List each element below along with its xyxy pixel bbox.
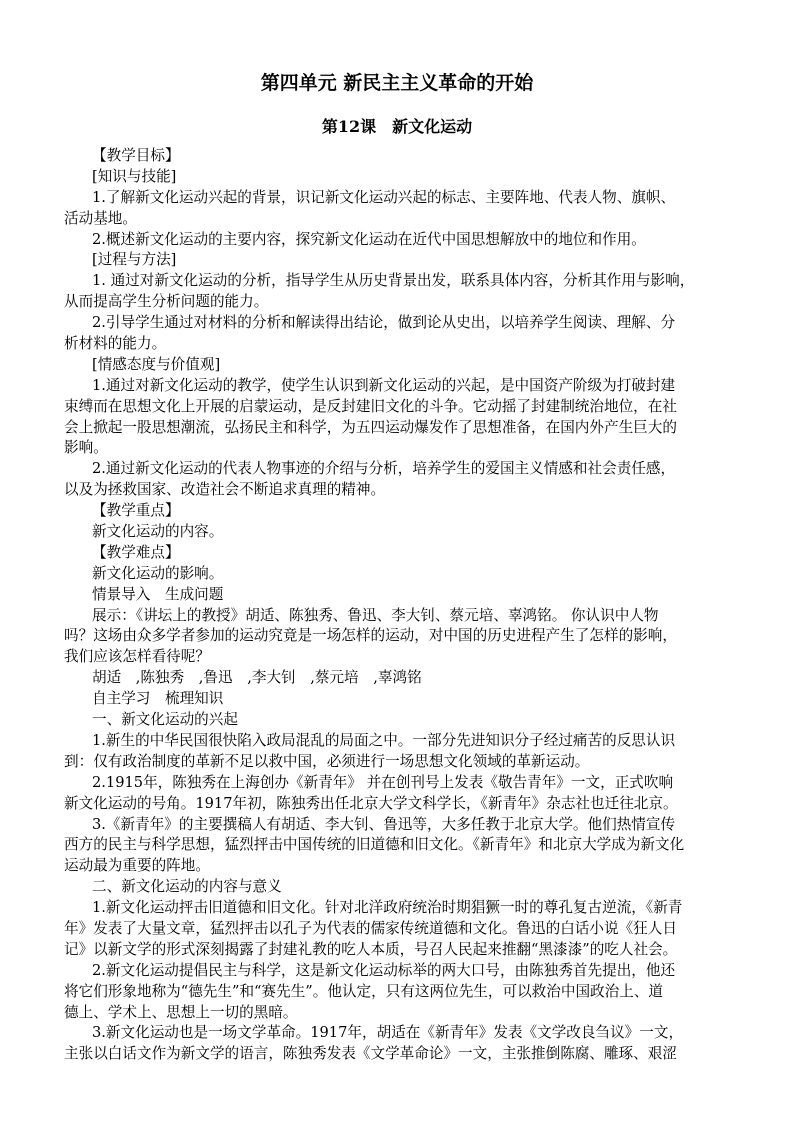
text-line: 析材料的能力。 bbox=[64, 335, 167, 353]
text-line: 2.引导学生通过对材料的分析和解读得出结论，做到论从史出，以培养学生阅读、理解、分 bbox=[92, 314, 676, 332]
text-line: 新文化运动的号角。1917年初，陈独秀出任北京大学文科学长，《新青年》杂志社也迁往北京。 bbox=[64, 794, 678, 812]
lesson-title: 第12课 新文化运动 bbox=[321, 117, 473, 136]
text-line: 束缚而在思想文化上开展的启蒙运动，是反封建旧文化的斗争。它动摇了封建制统治地位，在社 bbox=[64, 397, 677, 415]
text-line: 1. 通过对新文化运动的分析，指导学生从历史背景出发，联系具体内容，分析其作用与影响， bbox=[92, 272, 695, 290]
text-line: 影响。 bbox=[64, 439, 108, 457]
text-line: 1.新文化运动抨击旧道德和旧文化。针对北洋政府统治时期猖獗一时的尊孔复古逆流，《新青 bbox=[92, 899, 683, 917]
text-line: 年》发表了大量文章，猛烈抨击以孔子为代表的儒家传统道德和文化。鲁迅的白话小说《狂人日 bbox=[64, 919, 677, 937]
text-line: 2.通过新文化运动的代表人物事迹的介绍与分析，培养学生的爱国主义情感和社会责任感， bbox=[92, 460, 676, 478]
text-line: 新文化运动的内容。 bbox=[92, 523, 224, 541]
text-line: 西方的民主与科学思想，猛烈抨击中国传统的旧道德和旧文化。《新青年》和北京大学成为新文化 bbox=[64, 836, 685, 854]
text-line: 胡适 ,陈独秀 ,鲁迅 ,李大钊 ,蔡元培 ,辜鸿铭 bbox=[92, 669, 422, 687]
text-line: 会上掀起一股思想潮流，弘扬民主和科学，为五四运动爆发作了思想准备，在国内外产生巨大的 bbox=[64, 418, 677, 436]
text-line: [知识与技能] bbox=[92, 167, 177, 185]
text-line: 3.新文化运动也是一场文学革命。1917年，胡适在《新青年》发表《文学改良刍议》一文， bbox=[92, 1024, 684, 1042]
text-line: 我们应该怎样看待呢？ bbox=[64, 648, 210, 666]
text-line: 1.通过对新文化运动的教学，使学生认识到新文化运动的兴起，是中国资产阶级为打破封建 bbox=[92, 376, 676, 394]
text-line: 【教学难点】 bbox=[92, 543, 180, 561]
text-line: 2.1915年，陈独秀在上海创办《新青年》 并在创刊号上发表《敬告青年》一文，正式吹响 bbox=[92, 773, 674, 791]
text-line: 将它们形象地称为“德先生”和“赛先生”。他认定，只有这两位先生，可以救治中国政治上、道 bbox=[64, 982, 664, 1000]
text-line: 从而提高学生分析问题的能力。 bbox=[64, 293, 269, 311]
text-line: 【教学目标】 bbox=[92, 147, 180, 164]
text-line: 记》以新文学的形式深刻揭露了封建礼教的吃人本质，号召人民起来推翻“黑漆漆”的吃人社会。 bbox=[64, 940, 678, 958]
text-line: 1.了解新文化运动兴起的背景，识记新文化运动兴起的标志、主要阵地、代表人物、旗帜、 bbox=[92, 188, 676, 206]
text-line: 情景导入 生成问题 bbox=[92, 585, 224, 603]
unit-title: 第四单元 新民主主义革命的开始 bbox=[260, 72, 534, 94]
text-line: 展示：《讲坛上的教授》胡适、陈独秀、鲁迅、李大钊、蔡元培、辜鸿铭。 你认识中人物 bbox=[92, 606, 659, 624]
text-line: 到：仅有政治制度的革新不足以救中国，必须进行一场思想文化领域的革新运动。 bbox=[64, 752, 590, 770]
text-line: 【教学重点】 bbox=[92, 502, 180, 520]
text-line: 2.新文化运动提倡民主与科学，这是新文化运动标举的两大口号，由陈独秀首先提出，他还 bbox=[92, 961, 676, 979]
text-line: [情感态度与价值观] bbox=[92, 355, 221, 373]
text-line: [过程与方法] bbox=[92, 251, 177, 269]
text-line: 吗？这场由众多学者参加的运动究竟是一场怎样的运动，对中国的历史进程产生了怎样的影响， bbox=[64, 627, 677, 645]
text-line: 运动最为重要的阵地。 bbox=[64, 857, 210, 875]
text-line: 主张以白话文作为新文学的语言，陈独秀发表《文学革命论》一文，主张推倒陈腐、雕琢、艰涩 bbox=[64, 1045, 677, 1063]
text-line: 以及为拯救国家、改造社会不断追求真理的精神。 bbox=[64, 481, 386, 499]
text-line: 3.《新青年》的主要撰稿人有胡适、李大钊、鲁迅等，大多任教于北京大学。他们热情宣传 bbox=[92, 815, 676, 833]
text-line: 活动基地。 bbox=[64, 209, 137, 227]
text-line: 2.概述新文化运动的主要内容，探究新文化运动在近代中国思想解放中的地位和作用。 bbox=[92, 230, 646, 248]
text-line: 一、新文化运动的兴起 bbox=[92, 711, 238, 729]
text-line: 德上、学术上、思想上一切的黑暗。 bbox=[64, 1003, 298, 1021]
text-line: 1.新生的中华民国很快陷入政局混乱的局面之中。一部分先进知识分子经过痛苦的反思认识 bbox=[92, 731, 676, 749]
text-line: 自主学习 梳理知识 bbox=[92, 690, 224, 708]
text-line: 二、新文化运动的内容与意义 bbox=[92, 878, 282, 896]
text-line: 新文化运动的影响。 bbox=[92, 564, 224, 582]
document-body bbox=[64, 146, 736, 1065]
